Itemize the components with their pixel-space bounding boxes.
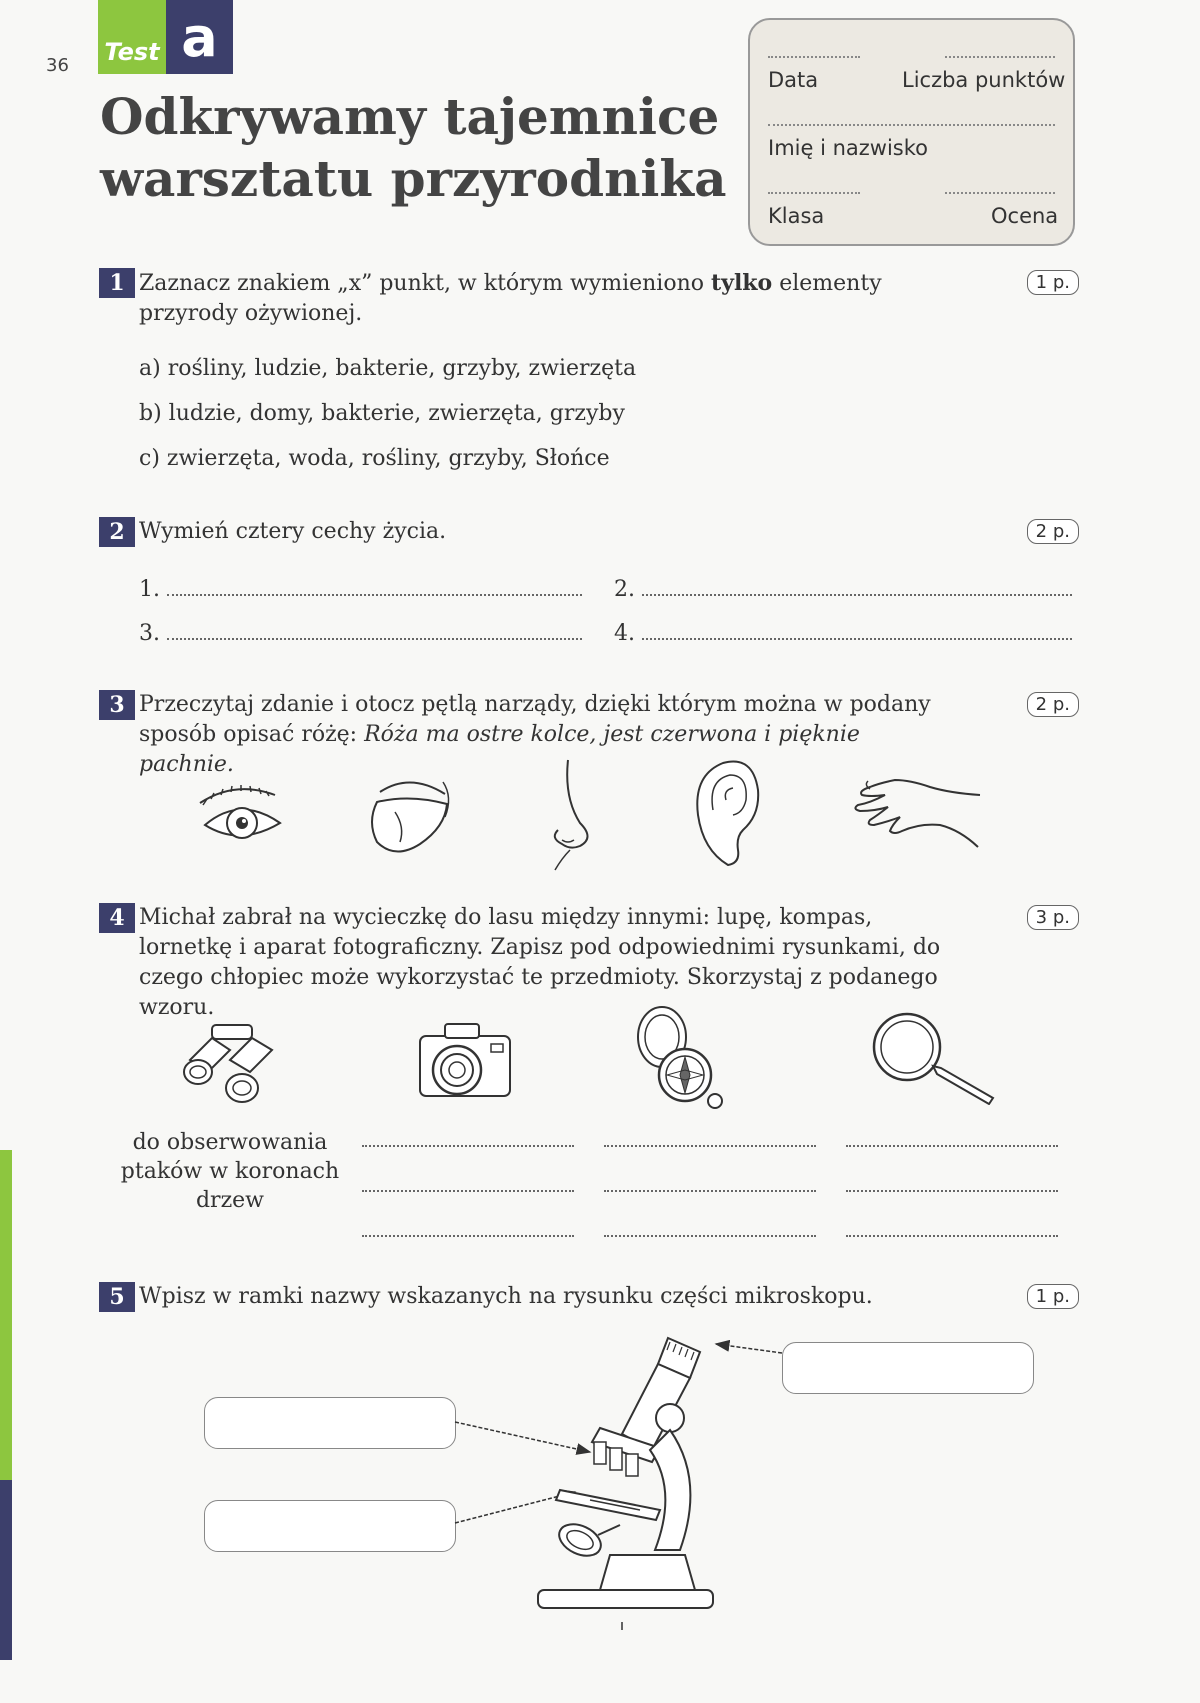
points-badge: 1 p. [1027,1284,1079,1309]
answer-number: 2. [614,577,635,602]
task-instruction: Wymień cztery cechy życia. [139,519,447,544]
answer-number: 4. [614,621,635,646]
task-number: 2 [99,517,135,547]
task-number: 4 [99,903,135,933]
instruction-part: elementy przyrody ożywionej. [139,271,882,326]
grade-label: Ocena [991,204,1059,228]
option-c[interactable]: c) zwierzęta, woda, rośliny, grzyby, Słońce [139,446,610,471]
instruction-part: Zaznacz znakiem „x” punkt, w którym wymieniono [139,271,711,296]
instruction-quote: Róża ma ostre kolce, jest czerwona i pięknie pachnie. [139,722,860,777]
page-title-line-2: warsztatu przyrodnika [100,149,727,208]
task-instruction: Michał zabrał na wycieczkę do lasu między innymi: lupę, kompas, lornetkę i aparat fotograficzny. Zapisz pod odpowiednimi rysunkami, do czego chłopiec może wykorzystać te przedmioty. Skorzystaj z podanego wzoru. [139,905,941,1020]
microscope-icon [530,1330,730,1630]
class-label: Klasa [768,204,825,228]
page-title-line-1: Odkrywamy tajemnice [100,87,720,146]
task-number: 1 [99,268,135,298]
instruction-emphasis: tylko [711,270,773,296]
points-badge: 3 p. [1027,905,1079,930]
name-label: Imię i nazwisko [768,136,929,160]
task-number: 3 [99,690,135,720]
test-badge-letter: a [166,0,233,74]
page-number: 36 [46,55,69,76]
answer-number: 1. [139,577,160,602]
task-instruction: Wpisz w ramki nazwy wskazanych na rysunku części mikroskopu. [139,1284,873,1309]
task-number: 5 [99,1282,135,1312]
points-badge: 1 p. [1027,270,1079,295]
points-badge: 2 p. [1027,519,1079,544]
answer-number: 3. [139,621,160,646]
instruction-part: Przeczytaj zdanie i otocz pętlą narządy, dzięki którym można w podany sposób opisać różę: [139,692,931,747]
option-b[interactable]: b) ludzie, domy, bakterie, zwierzęta, grzyby [139,401,625,426]
points-label: Liczba punktów [902,68,1066,92]
date-label: Data [768,68,819,92]
example-caption: do obserwowania ptaków w koronach drzew [120,1130,340,1213]
test-badge-word: Test [98,0,166,74]
option-a[interactable]: a) rośliny, ludzie, bakterie, grzyby, zwierzęta [139,356,637,381]
points-badge: 2 p. [1027,692,1079,717]
